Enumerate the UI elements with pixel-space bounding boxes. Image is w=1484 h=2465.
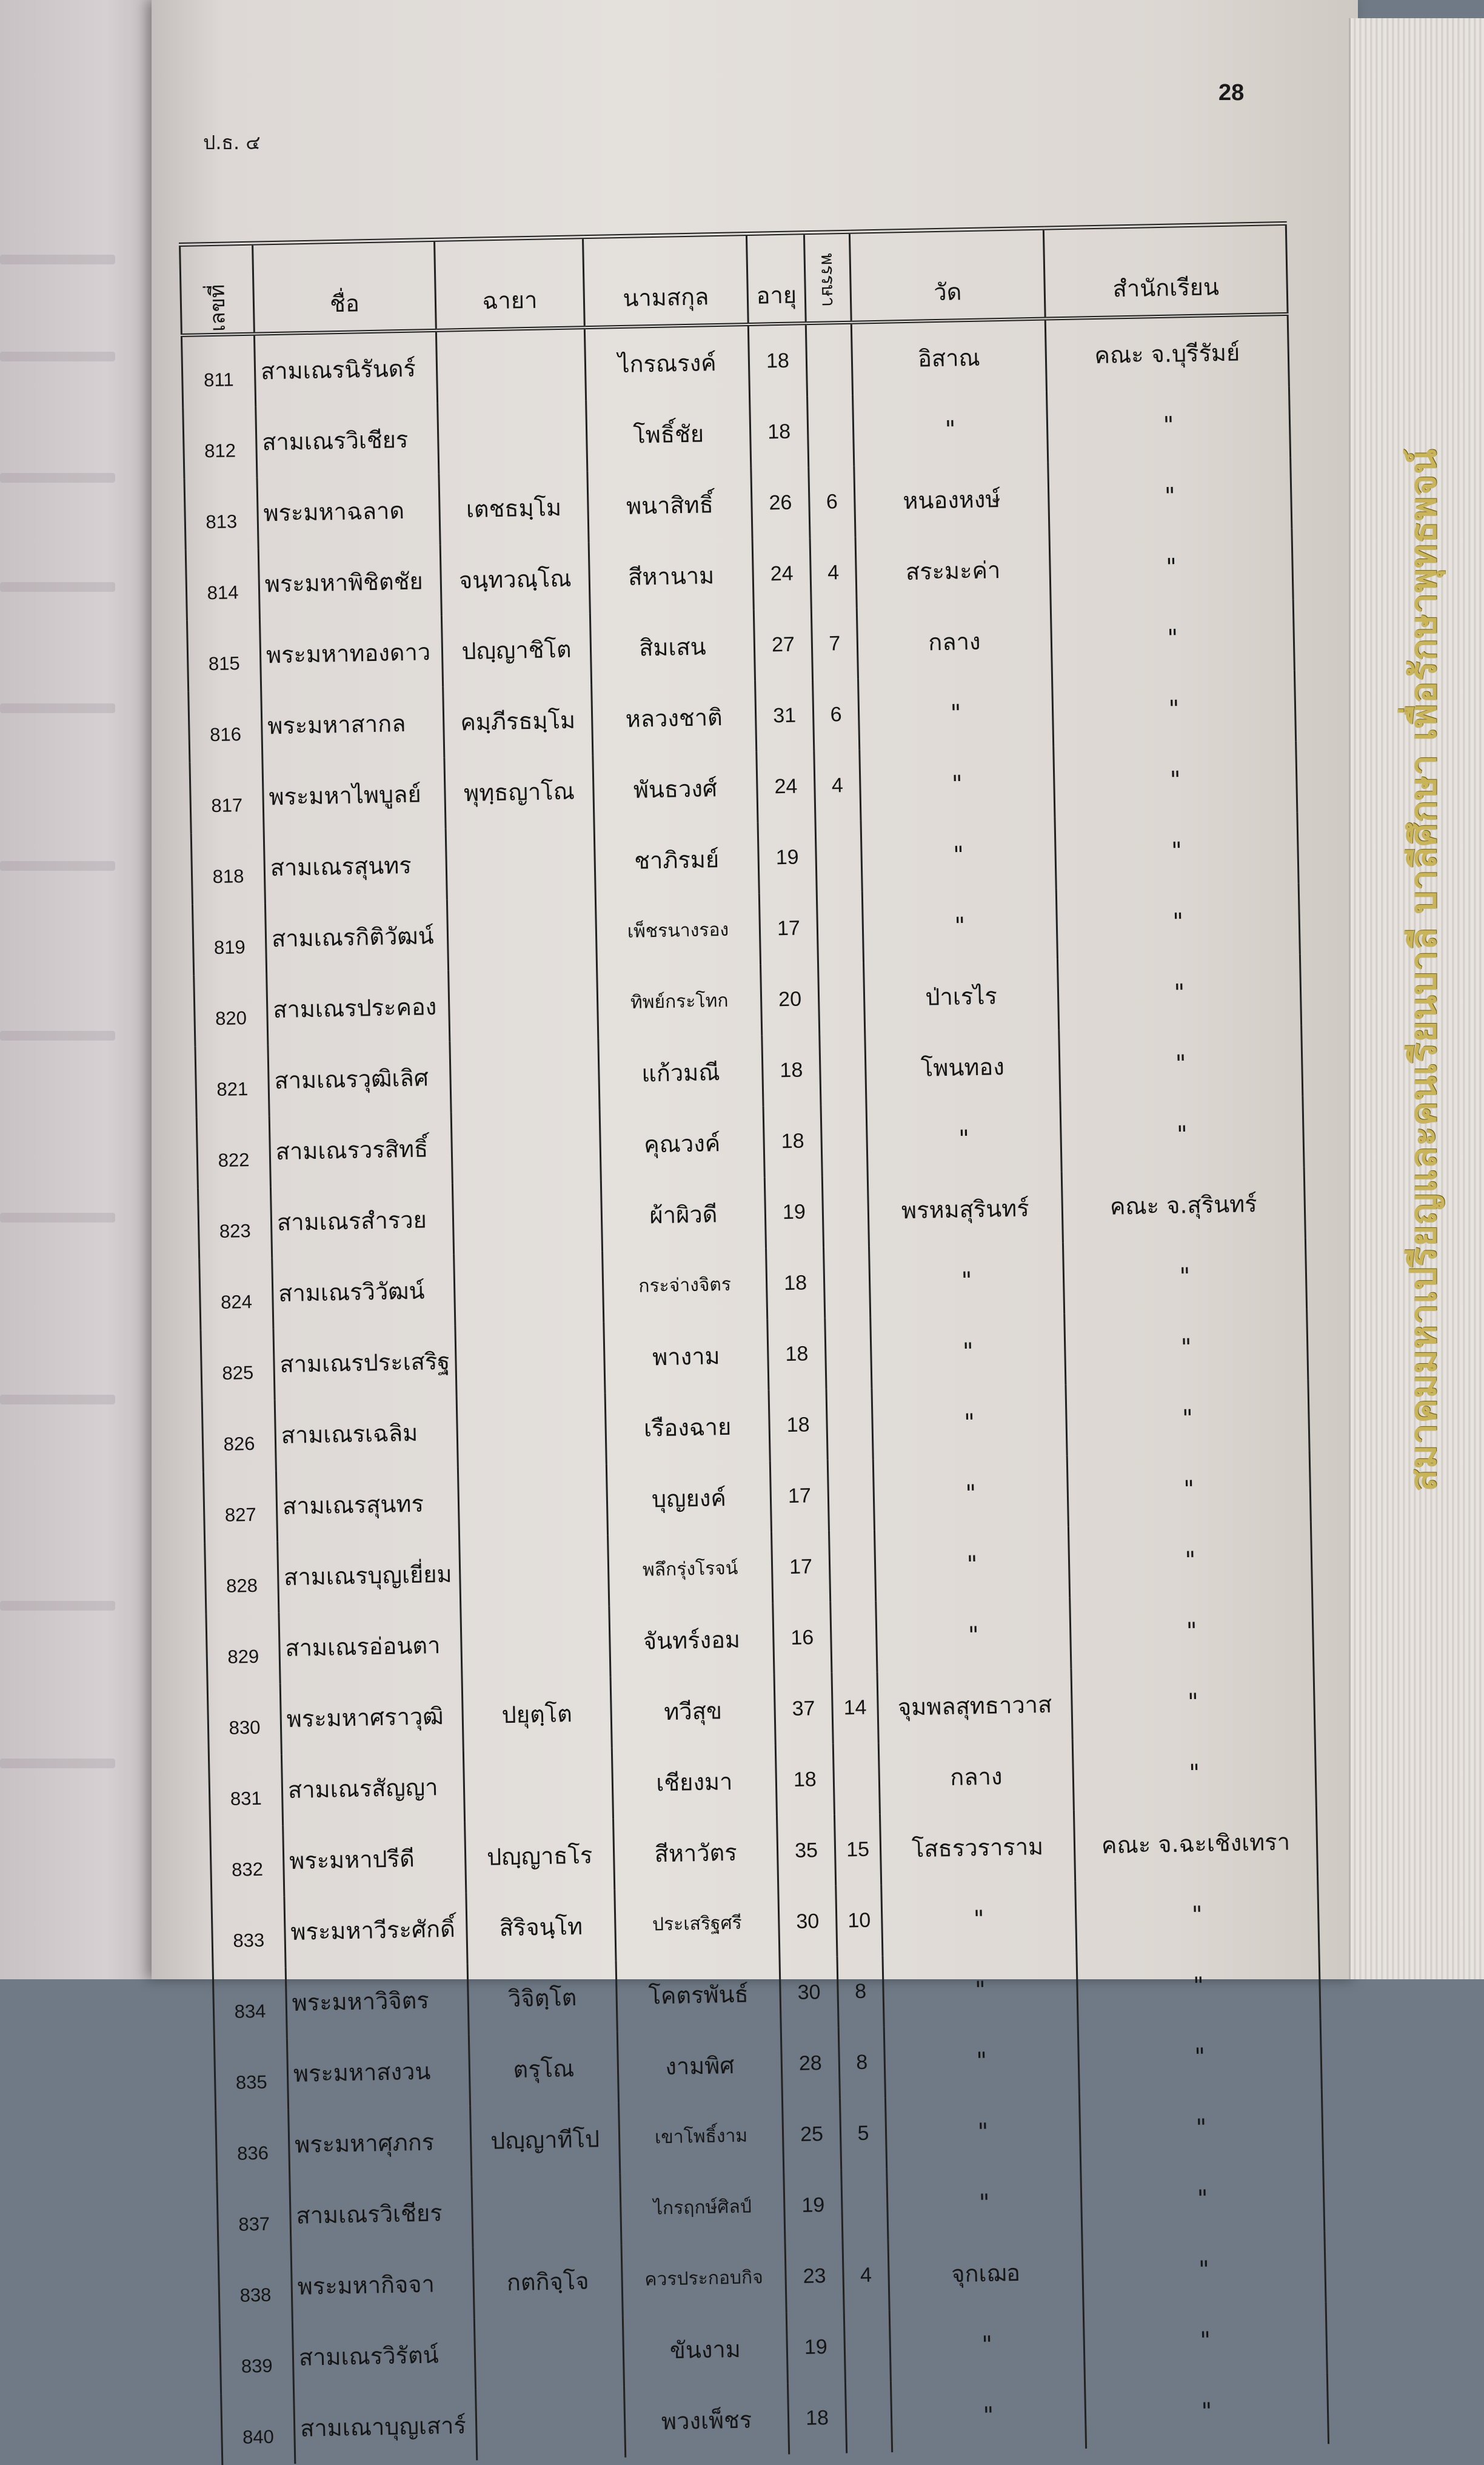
- row-surname: แก้วมณี: [598, 1036, 763, 1110]
- row-years: 6: [813, 679, 860, 751]
- row-school: ": [1071, 1663, 1315, 1739]
- row-temple: ": [873, 1455, 1068, 1530]
- row-years: [815, 821, 862, 893]
- row-years: [826, 1388, 873, 1460]
- header-years: พรรษา: [804, 232, 851, 323]
- bleed-through-line: [0, 1395, 115, 1404]
- row-age: 18: [763, 1105, 822, 1178]
- row-name: สามเณรประคอง: [267, 971, 450, 1045]
- row-surname: ผ้าผิวดี: [601, 1178, 766, 1252]
- row-surname: ไกรณรงค์: [584, 324, 749, 400]
- row-name: พระมหาศุภกร: [289, 2105, 472, 2180]
- row-temple: ": [889, 2307, 1085, 2381]
- row-name: สามเณาบุญเสาร์: [294, 2389, 477, 2464]
- row-school: ": [1067, 1451, 1311, 1527]
- row-school: คณะ จ.บุรีรัมย์: [1045, 314, 1289, 392]
- header-no: เลขที่: [180, 243, 255, 335]
- row-surname: พวงเพ็ชร: [624, 2383, 789, 2457]
- row-surname: สิมเสน: [590, 610, 755, 684]
- row-number: 826: [202, 1400, 276, 1472]
- row-number: 835: [214, 2038, 288, 2110]
- row-age: 31: [755, 680, 814, 752]
- row-surname: คุณวงค์: [600, 1107, 764, 1181]
- row-title: คมฺภีรธมฺโม: [443, 684, 593, 758]
- row-school: ": [1081, 2160, 1325, 2236]
- row-title: [438, 400, 587, 474]
- row-temple: หนองหงษ์: [854, 463, 1049, 537]
- row-temple: ": [860, 746, 1055, 820]
- row-school: ": [1070, 1593, 1314, 1669]
- row-surname: ไกรฤกษ์ศิลป์: [620, 2170, 785, 2244]
- row-years: 4: [814, 750, 861, 822]
- row-title: [450, 1039, 600, 1113]
- row-name: พระมหาปรีดี: [283, 1822, 466, 1896]
- row-years: 6: [809, 466, 855, 538]
- row-title: [463, 1748, 613, 1822]
- row-surname: ประเสริฐศรี: [615, 1887, 780, 1961]
- row-school: ": [1072, 1734, 1316, 1810]
- row-school: ": [1065, 1309, 1308, 1385]
- row-surname: สีหาวัตร: [613, 1816, 778, 1890]
- row-age: 17: [770, 1460, 829, 1532]
- row-years: [807, 395, 854, 467]
- row-name: สามเณรเฉลิม: [275, 1397, 458, 1471]
- row-title: [458, 1464, 607, 1538]
- row-age: 18: [769, 1389, 827, 1461]
- row-temple: ": [869, 1243, 1064, 1317]
- row-temple: ": [885, 2094, 1080, 2168]
- row-number: 816: [189, 691, 262, 763]
- row-surname: พนาสิทธิ์: [587, 468, 752, 542]
- row-school: คณะ จ.สุรินทร์: [1061, 1167, 1305, 1243]
- row-years: [827, 1459, 874, 1531]
- row-number: 827: [203, 1471, 277, 1543]
- row-temple: ": [861, 817, 1056, 891]
- row-years: [824, 1246, 871, 1318]
- row-title: พุทฺธญาโณ: [444, 755, 594, 829]
- roster-sheet: [179, 221, 1319, 2448]
- row-number: 831: [209, 1754, 282, 1826]
- row-age: 18: [775, 1744, 834, 1816]
- row-temple: ": [891, 2378, 1086, 2452]
- row-name: สามเณรวิรัตน์: [292, 2318, 475, 2393]
- row-name: พระมหาวีระศักดิ์: [284, 1893, 467, 1967]
- bleed-through-line: [0, 861, 115, 871]
- row-surname: ชาภิรมย์: [594, 823, 759, 897]
- row-name: สามเณรวิเชียร: [256, 403, 439, 478]
- row-title: เตชธมฺโม: [439, 471, 589, 545]
- row-title: [452, 1181, 602, 1255]
- row-age: 20: [761, 964, 820, 1036]
- row-number: 820: [194, 974, 268, 1046]
- row-age: 25: [782, 2099, 841, 2171]
- row-age: 24: [757, 751, 815, 823]
- row-years: [817, 892, 863, 964]
- row-title: วิจิตฺโต: [467, 1961, 617, 2035]
- row-title: [474, 2316, 624, 2390]
- row-number: 840: [221, 2393, 295, 2465]
- row-temple: จุมพลสุทธาวาส: [877, 1668, 1072, 1743]
- row-school: ": [1059, 1025, 1303, 1101]
- row-temple: ": [881, 1881, 1077, 1956]
- row-school: ": [1057, 954, 1301, 1030]
- row-surname: ทวีสุข: [610, 1674, 775, 1748]
- row-school: ": [1075, 1876, 1319, 1952]
- row-title: กตกิจฺโจ: [473, 2245, 623, 2319]
- row-surname: ทิพย์กระโทก: [597, 965, 762, 1039]
- row-title: สิริจนฺโท: [466, 1890, 616, 1964]
- bleed-through-line: [0, 1213, 115, 1222]
- row-age: 37: [774, 1673, 833, 1745]
- row-surname: สีหานาม: [589, 539, 754, 613]
- row-title: [447, 897, 597, 971]
- row-name: สามเณรสุนทร: [264, 829, 447, 904]
- spine-watermark: สมาคมมหาเปรียญและคนเรียนบาลี บาลีศึกษา เพื่อรักษาพุทธพจน์: [1402, 448, 1445, 1492]
- row-age: 16: [773, 1602, 832, 1674]
- row-number: 823: [198, 1187, 272, 1259]
- roster-table: [179, 221, 1329, 2465]
- row-years: [806, 323, 852, 396]
- row-title: จนฺทวณฺโณ: [440, 542, 590, 616]
- header-temple: วัด: [849, 228, 1045, 323]
- row-number: 818: [191, 832, 265, 904]
- row-name: สามเณรวิวัฒน์: [272, 1255, 455, 1329]
- row-surname: พลึกรุ่งโรจน์: [608, 1532, 773, 1606]
- bleed-through-line: [0, 703, 115, 713]
- row-years: 14: [832, 1672, 878, 1743]
- row-years: [818, 963, 865, 1035]
- row-age: 18: [762, 1035, 821, 1107]
- row-title: ปญฺญาชิโต: [441, 613, 591, 687]
- row-school: คณะ จ.ฉะเชิงเทรา: [1074, 1805, 1317, 1881]
- row-years: [829, 1530, 875, 1601]
- row-temple: ": [872, 1384, 1067, 1459]
- row-age: 24: [752, 538, 811, 610]
- row-age: 19: [786, 2312, 845, 2384]
- bleed-through-line: [0, 582, 115, 592]
- row-title: [455, 1323, 605, 1397]
- row-name: สามเณรอ่อนตา: [279, 1609, 462, 1683]
- row-name: สามเณรวรสิทธิ์: [269, 1113, 452, 1187]
- row-title: [449, 968, 598, 1042]
- row-surname: พันธวงศ์: [593, 752, 758, 826]
- row-number: 819: [192, 903, 266, 975]
- row-name: สามเณรกิติวัฒน์: [265, 900, 448, 974]
- row-surname: บุญยงค์: [606, 1461, 771, 1535]
- row-name: พระมหาวิจิตร: [286, 1964, 469, 2038]
- row-school: ": [1079, 2089, 1323, 2165]
- row-surname: ขันงาม: [623, 2312, 787, 2386]
- row-surname: เรืองฉาย: [605, 1390, 770, 1464]
- row-number: 829: [206, 1612, 280, 1685]
- row-number: 833: [212, 1896, 286, 1968]
- row-school: ": [1066, 1380, 1309, 1456]
- row-number: 836: [216, 2109, 290, 2181]
- row-years: [831, 1601, 877, 1672]
- row-title: ปยุตฺโต: [462, 1677, 612, 1751]
- row-temple: ": [858, 675, 1054, 750]
- row-age: 18: [748, 323, 807, 397]
- row-number: 838: [218, 2251, 292, 2323]
- row-title: [460, 1535, 609, 1609]
- row-surname: เพ็ชรนางรอง: [595, 894, 760, 968]
- row-years: 7: [811, 608, 858, 680]
- row-surname: พางาม: [604, 1320, 769, 1393]
- row-years: 15: [834, 1814, 881, 1885]
- row-years: [820, 1034, 866, 1105]
- row-school: ": [1051, 600, 1294, 676]
- row-number: 812: [183, 407, 257, 479]
- row-school: ": [1082, 2231, 1326, 2307]
- row-title: [436, 327, 586, 403]
- row-age: 35: [777, 1815, 835, 1887]
- row-years: [833, 1743, 880, 1814]
- row-temple: ": [871, 1313, 1066, 1388]
- row-surname: เขาโพธิ์งาม: [619, 2099, 784, 2173]
- row-temple: จุกเฌอ: [888, 2236, 1083, 2310]
- row-years: 8: [837, 1956, 884, 2027]
- row-temple: ": [883, 1952, 1078, 2027]
- row-school: ": [1077, 1947, 1320, 2023]
- row-age: 19: [764, 1176, 823, 1249]
- row-school: ": [1078, 2018, 1322, 2094]
- header-surname: นามสกุล: [583, 234, 748, 328]
- bleed-through-line: [0, 1601, 115, 1611]
- row-temple: ": [853, 392, 1048, 466]
- row-name: พระมหาสงวน: [287, 2034, 470, 2109]
- left-facing-page: [0, 0, 176, 1979]
- row-number: 837: [217, 2180, 291, 2252]
- row-name: สามเณรวุฒิเลิศ: [268, 1042, 451, 1116]
- row-age: 18: [787, 2383, 846, 2455]
- row-temple: ": [866, 1101, 1061, 1175]
- row-number: 830: [207, 1683, 281, 1756]
- row-surname: เชียงมา: [612, 1745, 777, 1819]
- row-temple: โพนทอง: [865, 1030, 1060, 1104]
- row-years: [821, 1104, 867, 1176]
- row-age: 17: [759, 893, 818, 965]
- header-title: ฉายา: [434, 237, 584, 330]
- row-surname: หลวงชาติ: [592, 681, 757, 755]
- row-title: ปญฺญาธโร: [465, 1819, 615, 1893]
- row-surname: กระจ่างจิตร: [603, 1249, 767, 1323]
- row-title: [454, 1252, 604, 1326]
- row-name: สามเณรวิเชียร: [290, 2176, 473, 2251]
- row-number: 834: [213, 1967, 287, 2039]
- row-temple: ": [876, 1597, 1071, 1672]
- header-age: อายุ: [746, 233, 806, 324]
- row-years: [822, 1175, 869, 1247]
- bleed-through-line: [0, 1031, 115, 1041]
- row-name: สามเณรสุนทร: [276, 1467, 459, 1542]
- row-school: ": [1083, 2302, 1327, 2378]
- document-code: ป.ธ. ๔: [203, 131, 261, 154]
- row-age: 18: [767, 1318, 826, 1390]
- row-number: 814: [186, 549, 259, 621]
- row-surname: งามพิศ: [617, 2028, 782, 2102]
- row-name: พระมหากิจจา: [291, 2247, 474, 2322]
- row-name: สามเณรนิรันดร์: [254, 330, 437, 407]
- row-years: [844, 2310, 891, 2382]
- row-age: 28: [781, 2028, 840, 2100]
- row-name: สามเณรสำรวย: [270, 1184, 453, 1258]
- row-name: สามเณรประเสริฐ: [273, 1326, 456, 1400]
- row-age: 30: [778, 1886, 837, 1958]
- row-school: ": [1052, 671, 1295, 746]
- row-number: 821: [195, 1045, 269, 1117]
- row-name: พระมหาศราวุฒิ: [280, 1680, 463, 1754]
- row-title: [476, 2387, 626, 2461]
- row-years: [845, 2381, 892, 2453]
- row-age: 23: [785, 2241, 844, 2313]
- header-name: ชื่อ: [253, 240, 436, 334]
- row-title: ตรุโณ: [469, 2032, 618, 2106]
- row-age: 26: [751, 467, 810, 539]
- row-name: พระมหาพิชิตชัย: [258, 545, 441, 620]
- row-temple: กลาง: [857, 604, 1052, 679]
- row-name: พระมหาทองดาว: [259, 616, 443, 691]
- row-temple: พรหมสุรินทร์: [867, 1172, 1063, 1246]
- row-years: [825, 1317, 872, 1389]
- row-number: 811: [181, 334, 255, 408]
- row-surname: จันทร์งอม: [609, 1603, 774, 1677]
- row-years: [841, 2168, 888, 2240]
- row-name: พระมหาไพบูลย์: [262, 758, 446, 833]
- row-number: 828: [205, 1541, 279, 1614]
- row-years: 4: [810, 537, 857, 609]
- row-school: ": [1056, 884, 1300, 959]
- row-title: [456, 1393, 606, 1467]
- row-number: 813: [184, 478, 258, 550]
- row-temple: สระมะค่า: [855, 534, 1051, 608]
- row-age: 18: [750, 396, 809, 468]
- row-temple: อิสาณ: [851, 319, 1046, 395]
- bleed-through-line: [0, 1759, 115, 1768]
- row-name: พระมหาฉลาด: [257, 474, 440, 549]
- row-school: ": [1085, 2373, 1328, 2449]
- row-age: 17: [772, 1531, 831, 1603]
- row-title: [461, 1606, 610, 1680]
- row-temple: ": [884, 2023, 1079, 2098]
- header-school: สำนักเรียน: [1043, 223, 1288, 318]
- row-surname: โพธิ์ชัย: [586, 397, 751, 471]
- row-surname: ควรประกอบกิจ: [621, 2241, 786, 2315]
- row-school: ": [1049, 529, 1293, 605]
- row-temple: ป่าเรไร: [864, 959, 1059, 1033]
- row-temple: กลาง: [878, 1739, 1074, 1814]
- row-years: 5: [840, 2098, 886, 2169]
- row-title: ปญฺญาทีโป: [470, 2103, 620, 2177]
- row-title: [451, 1110, 601, 1184]
- row-age: 19: [784, 2170, 843, 2242]
- row-age: 27: [754, 609, 812, 681]
- row-school: ": [1055, 813, 1298, 888]
- row-number: 822: [196, 1116, 270, 1188]
- row-surname: โคตรพันธ์: [616, 1957, 781, 2031]
- row-number: 815: [187, 620, 261, 692]
- row-name: พระมหาสากล: [261, 687, 444, 762]
- row-number: 824: [199, 1258, 273, 1330]
- row-age: 30: [780, 1957, 838, 2029]
- row-number: 817: [190, 762, 264, 834]
- row-temple: ": [874, 1526, 1069, 1601]
- bleed-through-line: [0, 473, 115, 483]
- row-years: 4: [843, 2239, 889, 2311]
- row-school: ": [1046, 387, 1290, 463]
- row-school: ": [1060, 1096, 1304, 1172]
- row-name: สามเณรบุญเยี่ยม: [278, 1538, 461, 1613]
- row-years: 8: [838, 2027, 885, 2098]
- row-number: 825: [201, 1329, 275, 1401]
- row-title: [446, 826, 595, 900]
- row-number: 832: [210, 1825, 284, 1897]
- row-temple: ": [887, 2165, 1082, 2239]
- row-title: [472, 2174, 621, 2248]
- bleed-through-line: [0, 352, 115, 361]
- row-age: 18: [766, 1247, 825, 1320]
- row-school: ": [1068, 1522, 1312, 1598]
- row-age: 19: [758, 822, 817, 894]
- row-temple: โสธรวราราม: [880, 1810, 1075, 1885]
- row-name: สามเณรสัญญา: [281, 1751, 464, 1825]
- row-school: ": [1063, 1238, 1306, 1314]
- row-number: 839: [219, 2322, 293, 2394]
- row-temple: ": [862, 888, 1057, 962]
- row-school: ": [1054, 742, 1297, 817]
- bleed-through-line: [0, 255, 115, 264]
- row-years: 10: [836, 1885, 883, 1956]
- page-number: 28: [1218, 80, 1245, 106]
- row-school: ": [1048, 458, 1292, 534]
